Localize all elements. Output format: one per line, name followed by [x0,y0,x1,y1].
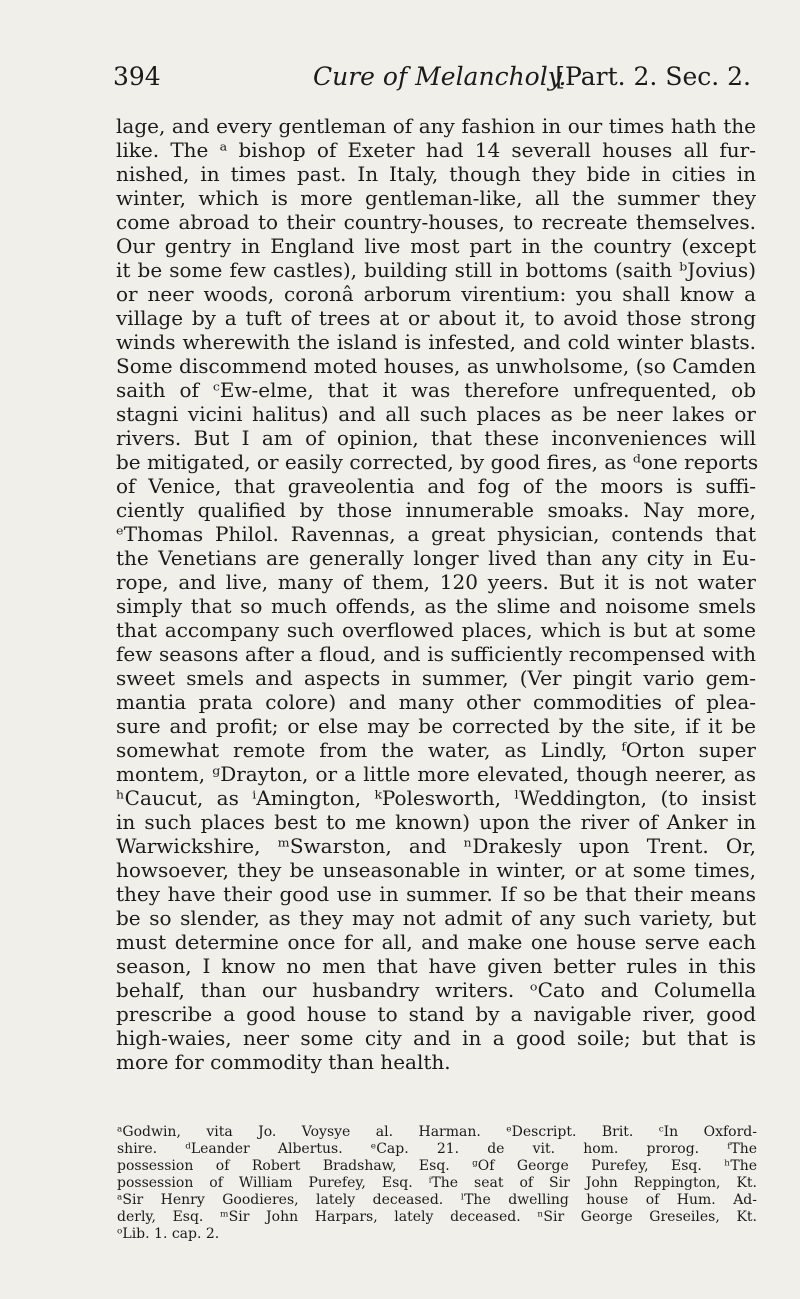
text-line: behalf, than our husbandry writers. ᵒCato and Columella [116,978,756,1002]
text-line: village by a tuft of trees at or about it, to avoid those strong [116,306,756,330]
text-line: nished, in times past. In Italy, though they bide in cities in [116,162,756,186]
text-line: mantia prata colore) and many other commodities of plea- [116,690,756,714]
text-line: somewhat remote from the water, as Lindly, ᶠOrton super [116,738,756,762]
text-line: ʰCaucut, as ⁱAmington, ᵏPolesworth, ˡWeddington, (to insist [116,786,756,810]
footnote-line: derly, Esq. ᵐSir John Harpars, lately deceased. ⁿSir George Greseiles, Kt. [117,1209,757,1225]
text-line: more for commodity than health. [116,1050,451,1074]
text-line: must determine once for all, and make one house serve each [116,930,756,954]
text-line: howsoever, they be unseasonable in winter, or at some times, [116,858,756,882]
text-line: winter, which is more gentleman-like, all the summer they [116,186,756,210]
part-section-label: [Part. 2. Sec. 2. [555,62,751,91]
footnote-line: ᵃSir Henry Goodieres, lately deceased. ˡThe dwelling house of Hum. Ad- [117,1192,757,1208]
text-line: be so slender, as they may not admit of any such variety, but [116,906,756,930]
main-text [116,114,759,1074]
text-line: prescribe a good house to stand by a navigable river, good [116,1002,756,1026]
text-line: lage, and every gentleman of any fashion in our times hath the [116,114,756,138]
text-line: saith of ᶜEw-elme, that it was therefore unfrequented, ob [116,378,756,402]
text-line: of Venice, that graveolentia and fog of the moors is suffi- [116,474,756,498]
text-line: like. The ᵃ bishop of Exeter had 14 severall houses all fur- [116,138,756,162]
text-line: ciently qualified by those innumerable smoaks. Nay more, [116,498,756,522]
text-line: winds wherewith the island is infested, and cold winter blasts. [116,330,756,354]
text-line: be mitigated, or easily corrected, by good fires, as ᵈone reports [116,450,759,474]
text-line: come abroad to their country-houses, to recreate themselves. [116,210,756,234]
footnote-line: ᵒLib. 1. cap. 2. [117,1226,220,1242]
text-line: high-waies, neer some city and in a good soile; but that is [116,1026,756,1050]
footnote-line: possession of Robert Bradshaw, Esq. ᵍOf George Purefey, Esq. ʰThe [117,1158,757,1174]
running-title: Cure of Melancholy. [313,62,567,91]
text-line: Our gentry in England live most part in the country (except [116,234,756,258]
text-line: in such places best to me known) upon the river of Anker in [116,810,756,834]
text-line: it be some few castles), building still in bottoms (saith ᵇJovius) [116,258,756,282]
running-header [113,62,753,96]
footnote-line: ᵃGodwin, vita Jo. Voysye al. Harman. ᵉDescript. Brit. ᶜIn Oxford- [117,1124,757,1140]
text-line: season, I know no men that have given better rules in this [116,954,756,978]
footnote-line: shire. ᵈLeander Albertus. ᵉCap. 21. de vit. hom. prorog. ᶠThe [117,1141,757,1157]
text-line: ᵉThomas Philol. Ravennas, a great physician, contends that [116,522,756,546]
text-line: the Venetians are generally longer lived than any city in Eu- [116,546,756,570]
text-line: stagni vicini halitus) and all such places as be neer lakes or [116,402,756,426]
footnote-line: possession of William Purefey, Esq. ⁱThe seat of Sir John Reppington, Kt. [117,1175,757,1191]
text-line: few seasons after a floud, and is sufficiently recompensed with [116,642,756,666]
footnotes [117,1124,757,1243]
text-line: sure and profit; or else may be corrected by the site, if it be [116,714,756,738]
text-line: simply that so much offends, as the slime and noisome smels [116,594,756,618]
text-line: Warwickshire, ᵐSwarston, and ⁿDrakesly upon Trent. Or, [116,834,756,858]
text-line: they have their good use in summer. If so be that their means [116,882,756,906]
text-line: rivers. But I am of opinion, that these inconveniences will [116,426,756,450]
text-line: Some discommend moted houses, as unwholsome, (so Camden [116,354,756,378]
text-line: rope, and live, many of them, 120 yeers. But it is not water [116,570,756,594]
text-line: montem, ᵍDrayton, or a little more elevated, though neerer, as [116,762,756,786]
text-line: sweet smels and aspects in summer, (Ver pingit vario gem- [116,666,756,690]
text-line: that accompany such overflowed places, which is but at some [116,618,756,642]
page-number: 394 [113,62,161,91]
text-line: or neer woods, coronâ arborum virentium: you shall know a [116,282,756,306]
